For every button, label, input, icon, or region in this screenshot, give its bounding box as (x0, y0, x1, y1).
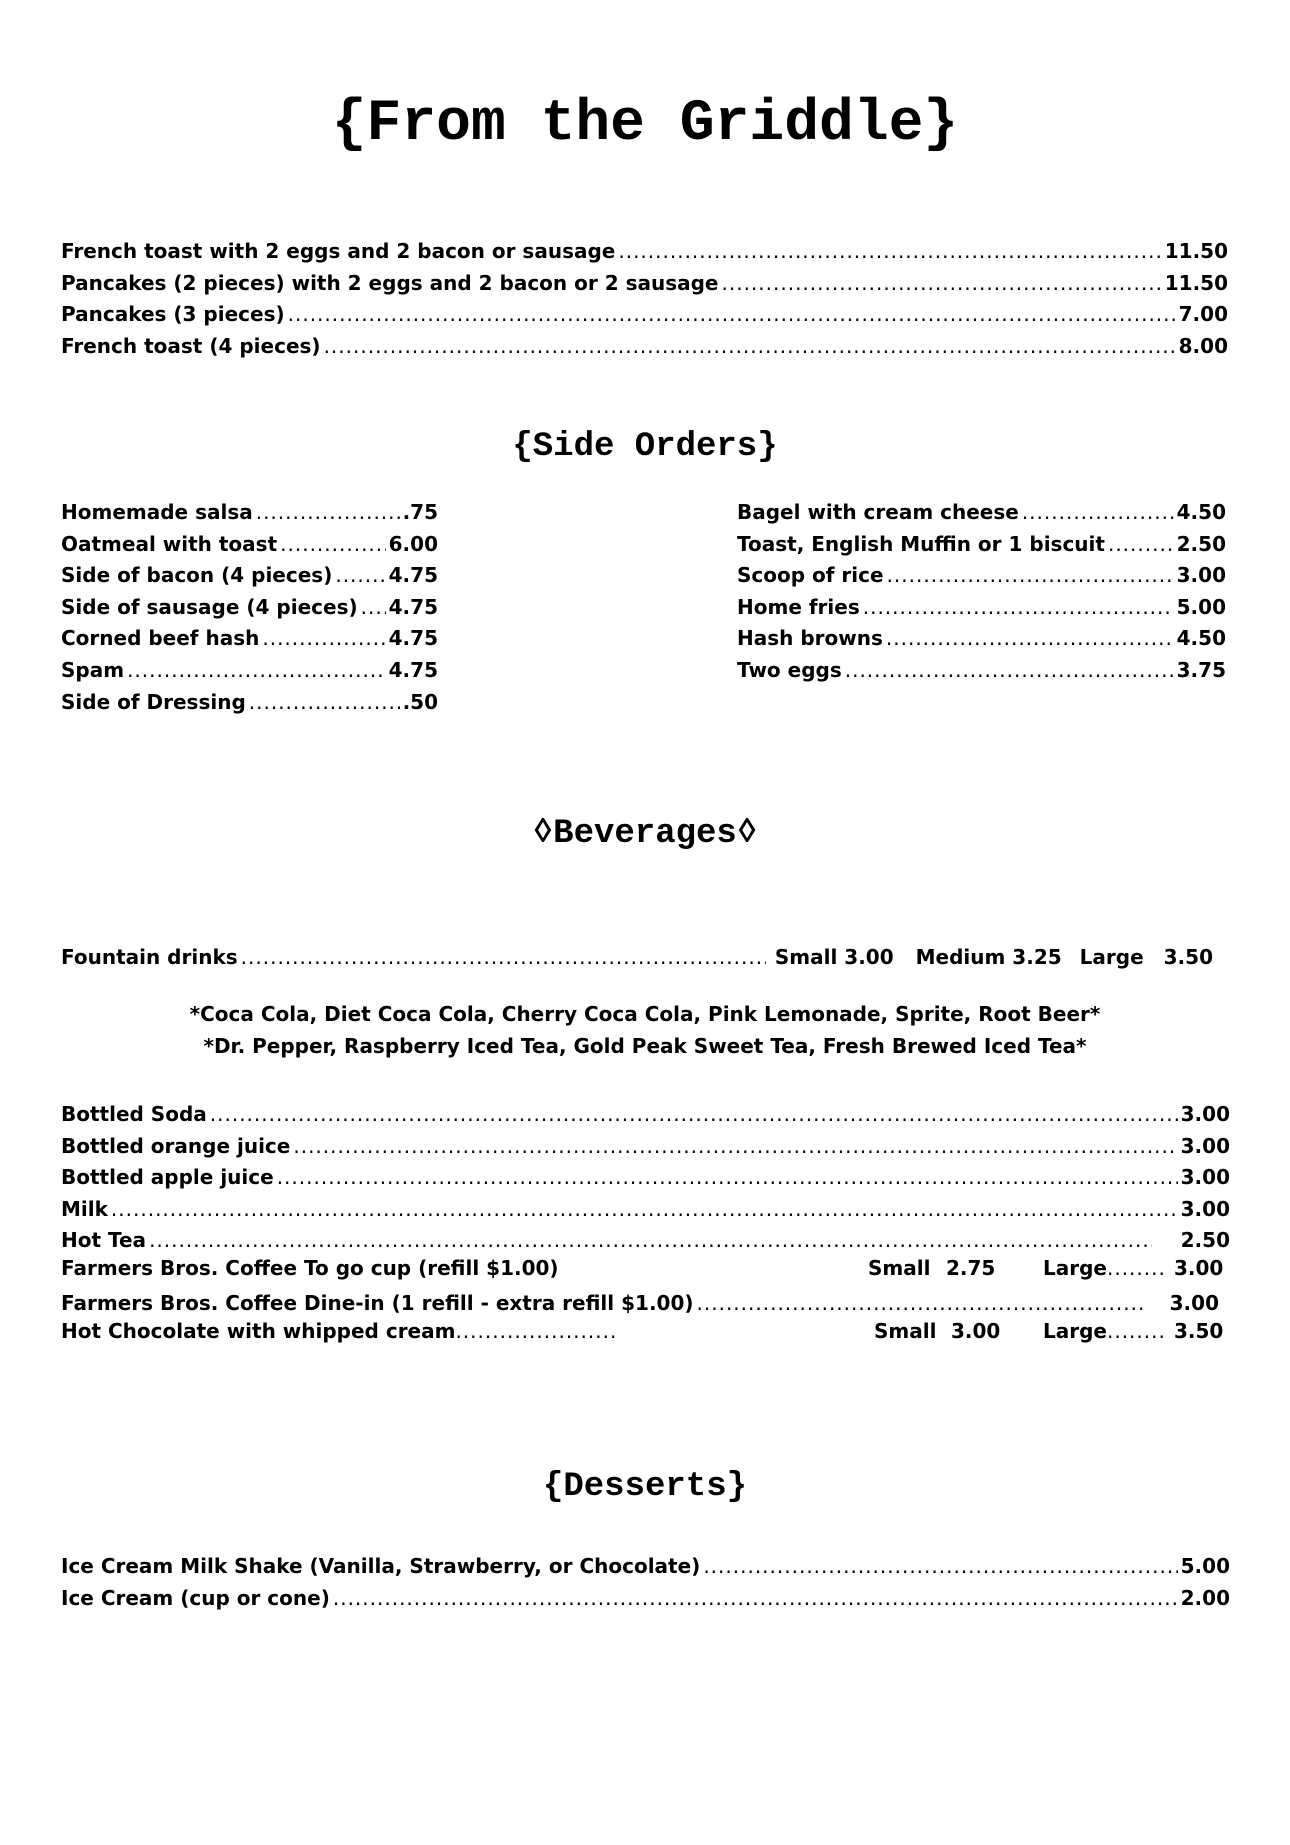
menu-item (61, 1223, 1230, 1253)
menu-item (61, 1097, 1230, 1127)
menu-item (737, 653, 1226, 683)
item-name: Milk (61, 1197, 108, 1221)
item-price: 5.00 (1180, 1554, 1230, 1578)
drink-list-note: *Dr. Pepper, Raspberry Iced Tea, Gold Peak Sweet Tea, Fresh Brewed Iced Tea* (203, 1034, 1087, 1058)
item-price: 3.00 (1180, 1165, 1230, 1189)
menu-item (61, 329, 1228, 359)
item-name: Side of bacon (4 pieces) (61, 563, 333, 587)
item-name: Homemade salsa (61, 500, 253, 524)
coffee-togo-small-price: 2.75 (946, 1256, 996, 1280)
menu-item (61, 1129, 1230, 1159)
item-name: Oatmeal with toast (61, 532, 278, 556)
menu-item (61, 1286, 1219, 1316)
item-name: Hot Tea (61, 1228, 147, 1252)
menu-item (61, 495, 438, 525)
item-name: Toast, English Muffin or 1 biscuit (737, 532, 1105, 556)
menu-item (61, 527, 438, 557)
item-name: French toast with 2 eggs and 2 bacon or sausage (61, 239, 616, 263)
drink-list-note: *Coca Cola, Diet Coca Cola, Cherry Coca Cola, Pink Lemonade, Sprite, Root Beer* (189, 1002, 1101, 1026)
item-name: Corned beef hash (61, 626, 260, 650)
item-price: 3.00 (1169, 1291, 1219, 1315)
menu-item (61, 297, 1228, 327)
item-price: 3.00 (1176, 563, 1226, 587)
item-name: Ice Cream (cup or cone) (61, 1586, 330, 1610)
fountain-large-label: Large (1079, 945, 1144, 969)
fountain-medium: Medium 3.25 (915, 945, 1062, 969)
hot-chocolate-large-label: Large........ (1043, 1319, 1166, 1343)
item-name: French toast (4 pieces) (61, 334, 321, 358)
coffee-togo-name: Farmers Bros. Coffee To go cup (refill $1.00) (61, 1256, 559, 1280)
menu-item (61, 1581, 1230, 1611)
item-price: 2.50 (1180, 1228, 1230, 1252)
item-price: 8.00 (1178, 334, 1228, 358)
item-name: Hash browns (737, 626, 883, 650)
hot-chocolate-small-price: 3.00 (951, 1319, 1001, 1343)
item-price: 11.50 (1164, 239, 1228, 263)
item-price: 4.50 (1176, 626, 1226, 650)
item-name: Bottled apple juice (61, 1165, 274, 1189)
item-price: 4.50 (1176, 500, 1226, 524)
item-name: Scoop of rice (737, 563, 884, 587)
item-price: 4.75 (388, 626, 438, 650)
section-title-desserts: {Desserts} (542, 1468, 748, 1506)
item-name: Side of sausage (4 pieces) (61, 595, 358, 619)
item-price: 2.00 (1180, 1586, 1230, 1610)
item-name: Bottled Soda (61, 1102, 207, 1126)
menu-item-fountain (61, 940, 1213, 970)
item-price: 3.00 (1180, 1134, 1230, 1158)
menu-item (737, 558, 1226, 588)
item-price: 5.00 (1176, 595, 1226, 619)
menu-item (61, 1192, 1230, 1222)
item-price: 2.50 (1176, 532, 1226, 556)
hot-chocolate-small-label: Small (874, 1319, 937, 1343)
item-name: Bagel with cream cheese (737, 500, 1019, 524)
item-price: .50 (402, 690, 438, 714)
menu-item (61, 1160, 1230, 1190)
item-price: 3.00 (1180, 1197, 1230, 1221)
coffee-togo-large-price: 3.00 (1174, 1256, 1224, 1280)
item-name: Fountain drinks (61, 945, 238, 969)
item-price: 3.75 (1176, 658, 1226, 682)
item-name: Two eggs (737, 658, 842, 682)
menu-item (737, 621, 1226, 651)
item-price: 11.50 (1164, 271, 1228, 295)
item-price: 6.00 (388, 532, 438, 556)
menu-item (61, 685, 438, 715)
hot-chocolate-large-price: 3.50 (1174, 1319, 1224, 1343)
coffee-togo-large-label: Large........ (1043, 1256, 1166, 1280)
menu-item (737, 527, 1226, 557)
item-name: Farmers Bros. Coffee Dine-in (1 refill - extra refill $1.00) (61, 1291, 694, 1315)
menu-item (61, 1549, 1230, 1579)
item-name: Home fries (737, 595, 860, 619)
fountain-large-price: 3.50 (1163, 945, 1213, 969)
item-name: Side of Dressing (61, 690, 246, 714)
coffee-togo-small-label: Small (868, 1256, 931, 1280)
item-price: 4.75 (388, 563, 438, 587)
item-price: 4.75 (388, 658, 438, 682)
fountain-small: Small 3.00 (774, 945, 894, 969)
item-price: 4.75 (388, 595, 438, 619)
menu-item (737, 495, 1226, 525)
item-name: Bottled orange juice (61, 1134, 291, 1158)
item-name: Pancakes (3 pieces) (61, 302, 285, 326)
hot-chocolate-name: Hot Chocolate with whipped cream...................... (61, 1319, 618, 1343)
menu-item (737, 590, 1226, 620)
item-name: Ice Cream Milk Shake (Vanilla, Strawberry, or Chocolate) (61, 1554, 701, 1578)
item-price: 3.00 (1180, 1102, 1230, 1126)
item-price: 7.00 (1178, 302, 1228, 326)
menu-item (61, 558, 438, 588)
item-name: Spam (61, 658, 125, 682)
section-title-side-orders: {Side Orders} (512, 428, 778, 466)
page-title: {From the Griddle} (331, 92, 959, 157)
menu-item (61, 621, 438, 651)
menu-item (61, 653, 438, 683)
menu-item (61, 590, 438, 620)
section-title-beverages: ◊Beverages◊ (532, 815, 758, 853)
item-price: .75 (402, 500, 438, 524)
menu-item (61, 266, 1228, 296)
menu-item (61, 234, 1228, 264)
item-name: Pancakes (2 pieces) with 2 eggs and 2 bacon or 2 sausage (61, 271, 719, 295)
